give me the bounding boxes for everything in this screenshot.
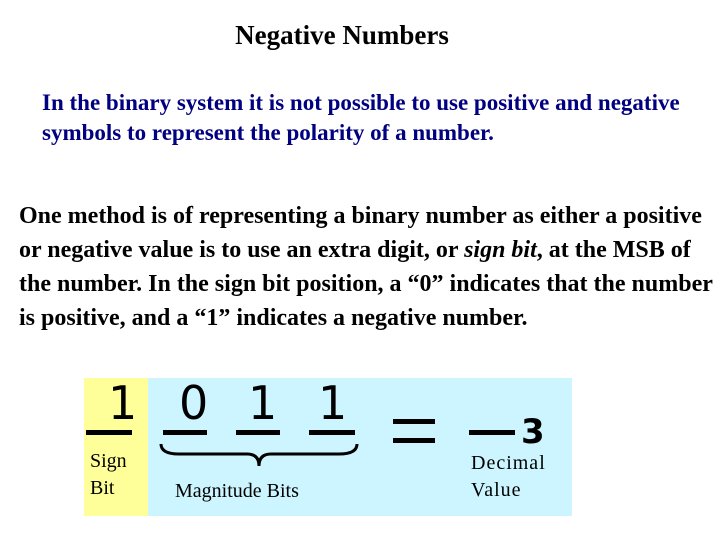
method-paragraph (19, 199, 719, 335)
method-text-part1: One method is of representing a binary number as either a positive or negative value is to use an extra digit, or (19, 203, 702, 263)
sign-bit-figure (84, 378, 572, 516)
slide-title: Negative Numbers (235, 20, 449, 50)
decimal-value: 3 (521, 412, 545, 452)
minus-sign (469, 430, 515, 435)
decimal-value-label (471, 450, 546, 504)
magnitude-digit-3: 1 (318, 376, 348, 430)
equals-bar-bottom (393, 438, 435, 443)
decimal-label-line2: Value (471, 479, 522, 501)
magnitude-brace (159, 442, 359, 468)
equals-bar-top (393, 419, 435, 424)
sign-bit-label-line1: Sign (90, 450, 127, 472)
decimal-label-line1: Decimal (471, 452, 546, 474)
sign-digit: 1 (108, 376, 138, 430)
magnitude-bits-label: Magnitude Bits (175, 480, 299, 502)
sign-bit-term: sign bit (464, 237, 537, 263)
magnitude-digit-1: 0 (179, 376, 209, 430)
sign-bit-dash (86, 430, 132, 435)
magnitude-dash-3 (309, 430, 355, 435)
magnitude-dash-2 (236, 430, 280, 435)
magnitude-dash-1 (163, 430, 207, 435)
intro-paragraph: In the binary system it is not possible to use positive and negative symbols to represent the polarity of a number. (42, 90, 680, 145)
sign-bit-label (90, 448, 127, 502)
method-text-part2: , at the MSB of the number. In the sign bit position, a “0” indicates that the number is positive, and a “1” indicates a negative number. (19, 237, 713, 331)
sign-bit-label-line2: Bit (90, 477, 115, 499)
magnitude-digit-2: 1 (248, 376, 278, 430)
